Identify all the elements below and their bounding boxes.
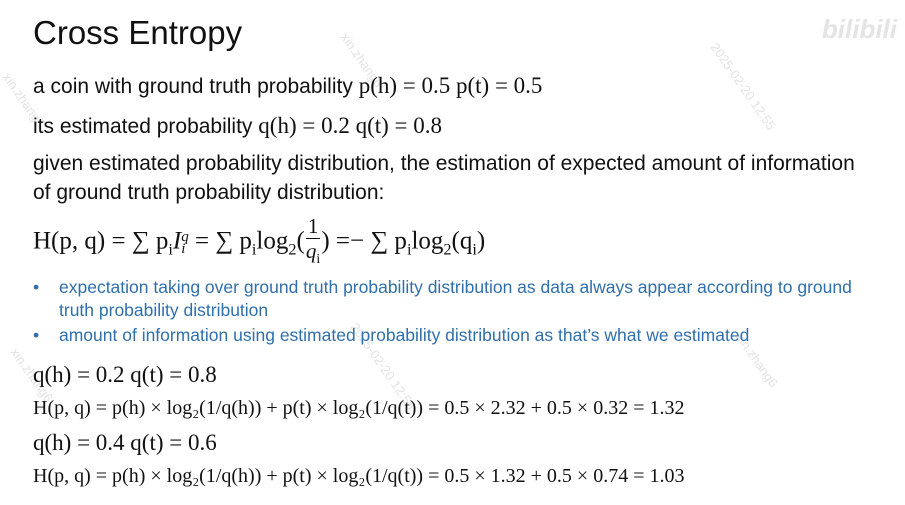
formula-lhs: H(p, q) = — [33, 227, 132, 255]
example1-h: H(p, q) = p(h) × log₂(1/q(h)) + p(t) × log₂(1/q(t)) = 0.5 × 2.32 + 0.5 × 0.32 = 1.32 — [33, 397, 685, 419]
formula-tail: (q — [451, 227, 473, 255]
estimated-line — [33, 113, 442, 139]
example1-q: q(h) = 0.2 q(t) = 0.8 — [33, 362, 217, 387]
ground-truth-math: p(h) = 0.5 p(t) = 0.5 — [358, 73, 543, 98]
watermark-text: 2025-02-20 12:55 — [707, 40, 779, 133]
cross-entropy-formula: H(p, q) = ∑ $p_iI$ q i = ∑ $p_i\log_2$( $\frac{1}{q_i}$ ) =− ∑ $p_i\log_2(q_i)$ — [33, 214, 485, 271]
list-item: • amount of information using estimated probability distribution as that’s what we estimated — [33, 325, 750, 345]
example2-h: H(p, q) = p(h) × log₂(1/q(h)) + p(t) × log₂(1/q(t)) = 0.5 × 1.32 + 0.5 × 0.74 = 1.03 — [33, 465, 685, 487]
watermark-text: 2025-02-20 12:55 — [347, 320, 419, 413]
formula-sum-3: ) =− ∑ p — [321, 227, 407, 255]
formula-log-2: log — [411, 227, 444, 255]
watermark-text: xin.zhang6 — [7, 345, 57, 406]
slide-title: Cross Entropy — [33, 14, 243, 51]
bullet-list — [33, 276, 883, 349]
formula-sum-1: ∑ p — [131, 227, 169, 255]
watermark-text: xin.zhang6 — [732, 330, 782, 391]
estimated-math: q(h) = 0.2 q(t) = 0.8 — [258, 113, 443, 138]
ground-truth-text: a coin with ground truth probability — [33, 75, 353, 98]
ground-truth-line — [33, 73, 542, 99]
formula-fraction: $\frac{1}{q_i}$ — [305, 214, 321, 267]
formula-sum-2: = ∑ p — [188, 227, 252, 255]
example2-q: q(h) = 0.4 q(t) = 0.6 — [33, 430, 217, 455]
formula-log-1: log — [256, 227, 289, 255]
estimated-text: its estimated probability — [33, 115, 253, 138]
list-item: • expectation taking over ground truth probability distribution as data always appear according to ground truth probability distribution — [33, 277, 852, 320]
watermark-logo: bilibili — [821, 14, 897, 44]
watermark-text: xin.zhang6 — [337, 30, 387, 91]
description-paragraph: given estimated probability distribution, the estimation of expected amount of information of ground truth probability distribution: — [33, 152, 855, 204]
watermark-text: xin.zhang6 — [0, 70, 49, 131]
